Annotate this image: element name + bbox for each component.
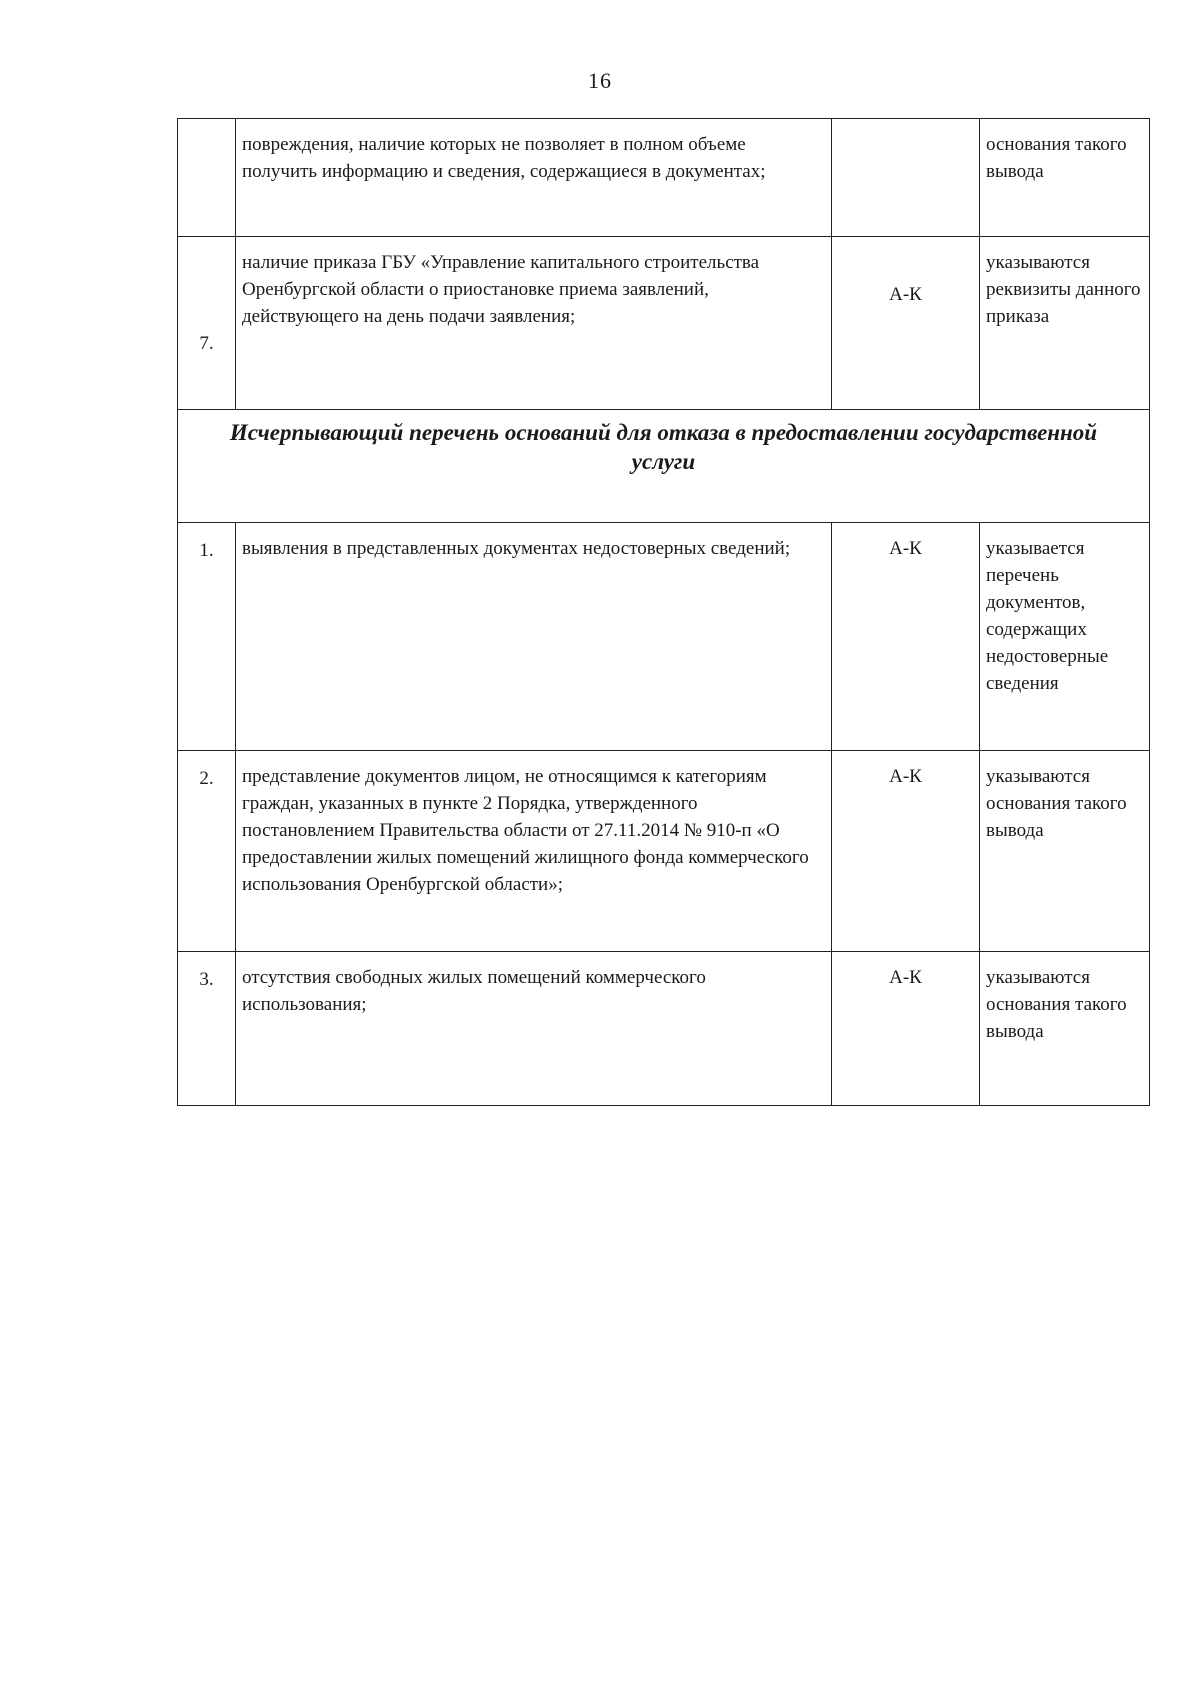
row-code: А-К xyxy=(832,751,980,952)
row-number: 7. xyxy=(178,237,236,410)
row-text: наличие приказа ГБУ «Управление капитального строительства Оренбургской области о приостановке приема заявлений, действующего на день подачи заявления; xyxy=(236,237,832,410)
row-note: основания такого вывода xyxy=(980,119,1150,237)
table-row xyxy=(178,523,1150,751)
row-text: представление документов лицом, не относящимся к категориям граждан, указанных в пункте 2 Порядка, утвержденного постановлением Правительства области от 27.11.2014 № 910-п «О предоставлении жилых помещений жилищного фонда коммерческого использования Оренбургской области»; xyxy=(236,751,832,952)
row-code: А-К xyxy=(832,952,980,1106)
row-note: указываются основания такого вывода xyxy=(980,751,1150,952)
row-number: 2. xyxy=(178,751,236,952)
row-code xyxy=(832,119,980,237)
row-number: 3. xyxy=(178,952,236,1106)
row-number: 1. xyxy=(178,523,236,751)
row-code: А-К xyxy=(832,237,980,410)
table-row xyxy=(178,952,1150,1106)
row-note: указывается перечень документов, содержащих недостоверные сведения xyxy=(980,523,1150,751)
table-row xyxy=(178,751,1150,952)
table-row xyxy=(178,237,1150,410)
row-text: выявления в представленных документах недостоверных сведений; xyxy=(236,523,832,751)
row-number xyxy=(178,119,236,237)
row-note: указываются реквизиты данного приказа xyxy=(980,237,1150,410)
page-number: 16 xyxy=(588,68,612,93)
row-code: А-К xyxy=(832,523,980,751)
table-row xyxy=(178,119,1150,237)
section-heading: Исчерпывающий перечень оснований для отказа в предоставлении государственной услуги xyxy=(178,410,1150,523)
row-note: указываются основания такого вывода xyxy=(980,952,1150,1106)
grounds-table xyxy=(177,118,1150,1106)
row-text: отсутствия свободных жилых помещений коммерческого использования; xyxy=(236,952,832,1106)
section-heading-row xyxy=(178,410,1150,523)
row-text: повреждения, наличие которых не позволяет в полном объеме получить информацию и сведения, содержащиеся в документах; xyxy=(236,119,832,237)
